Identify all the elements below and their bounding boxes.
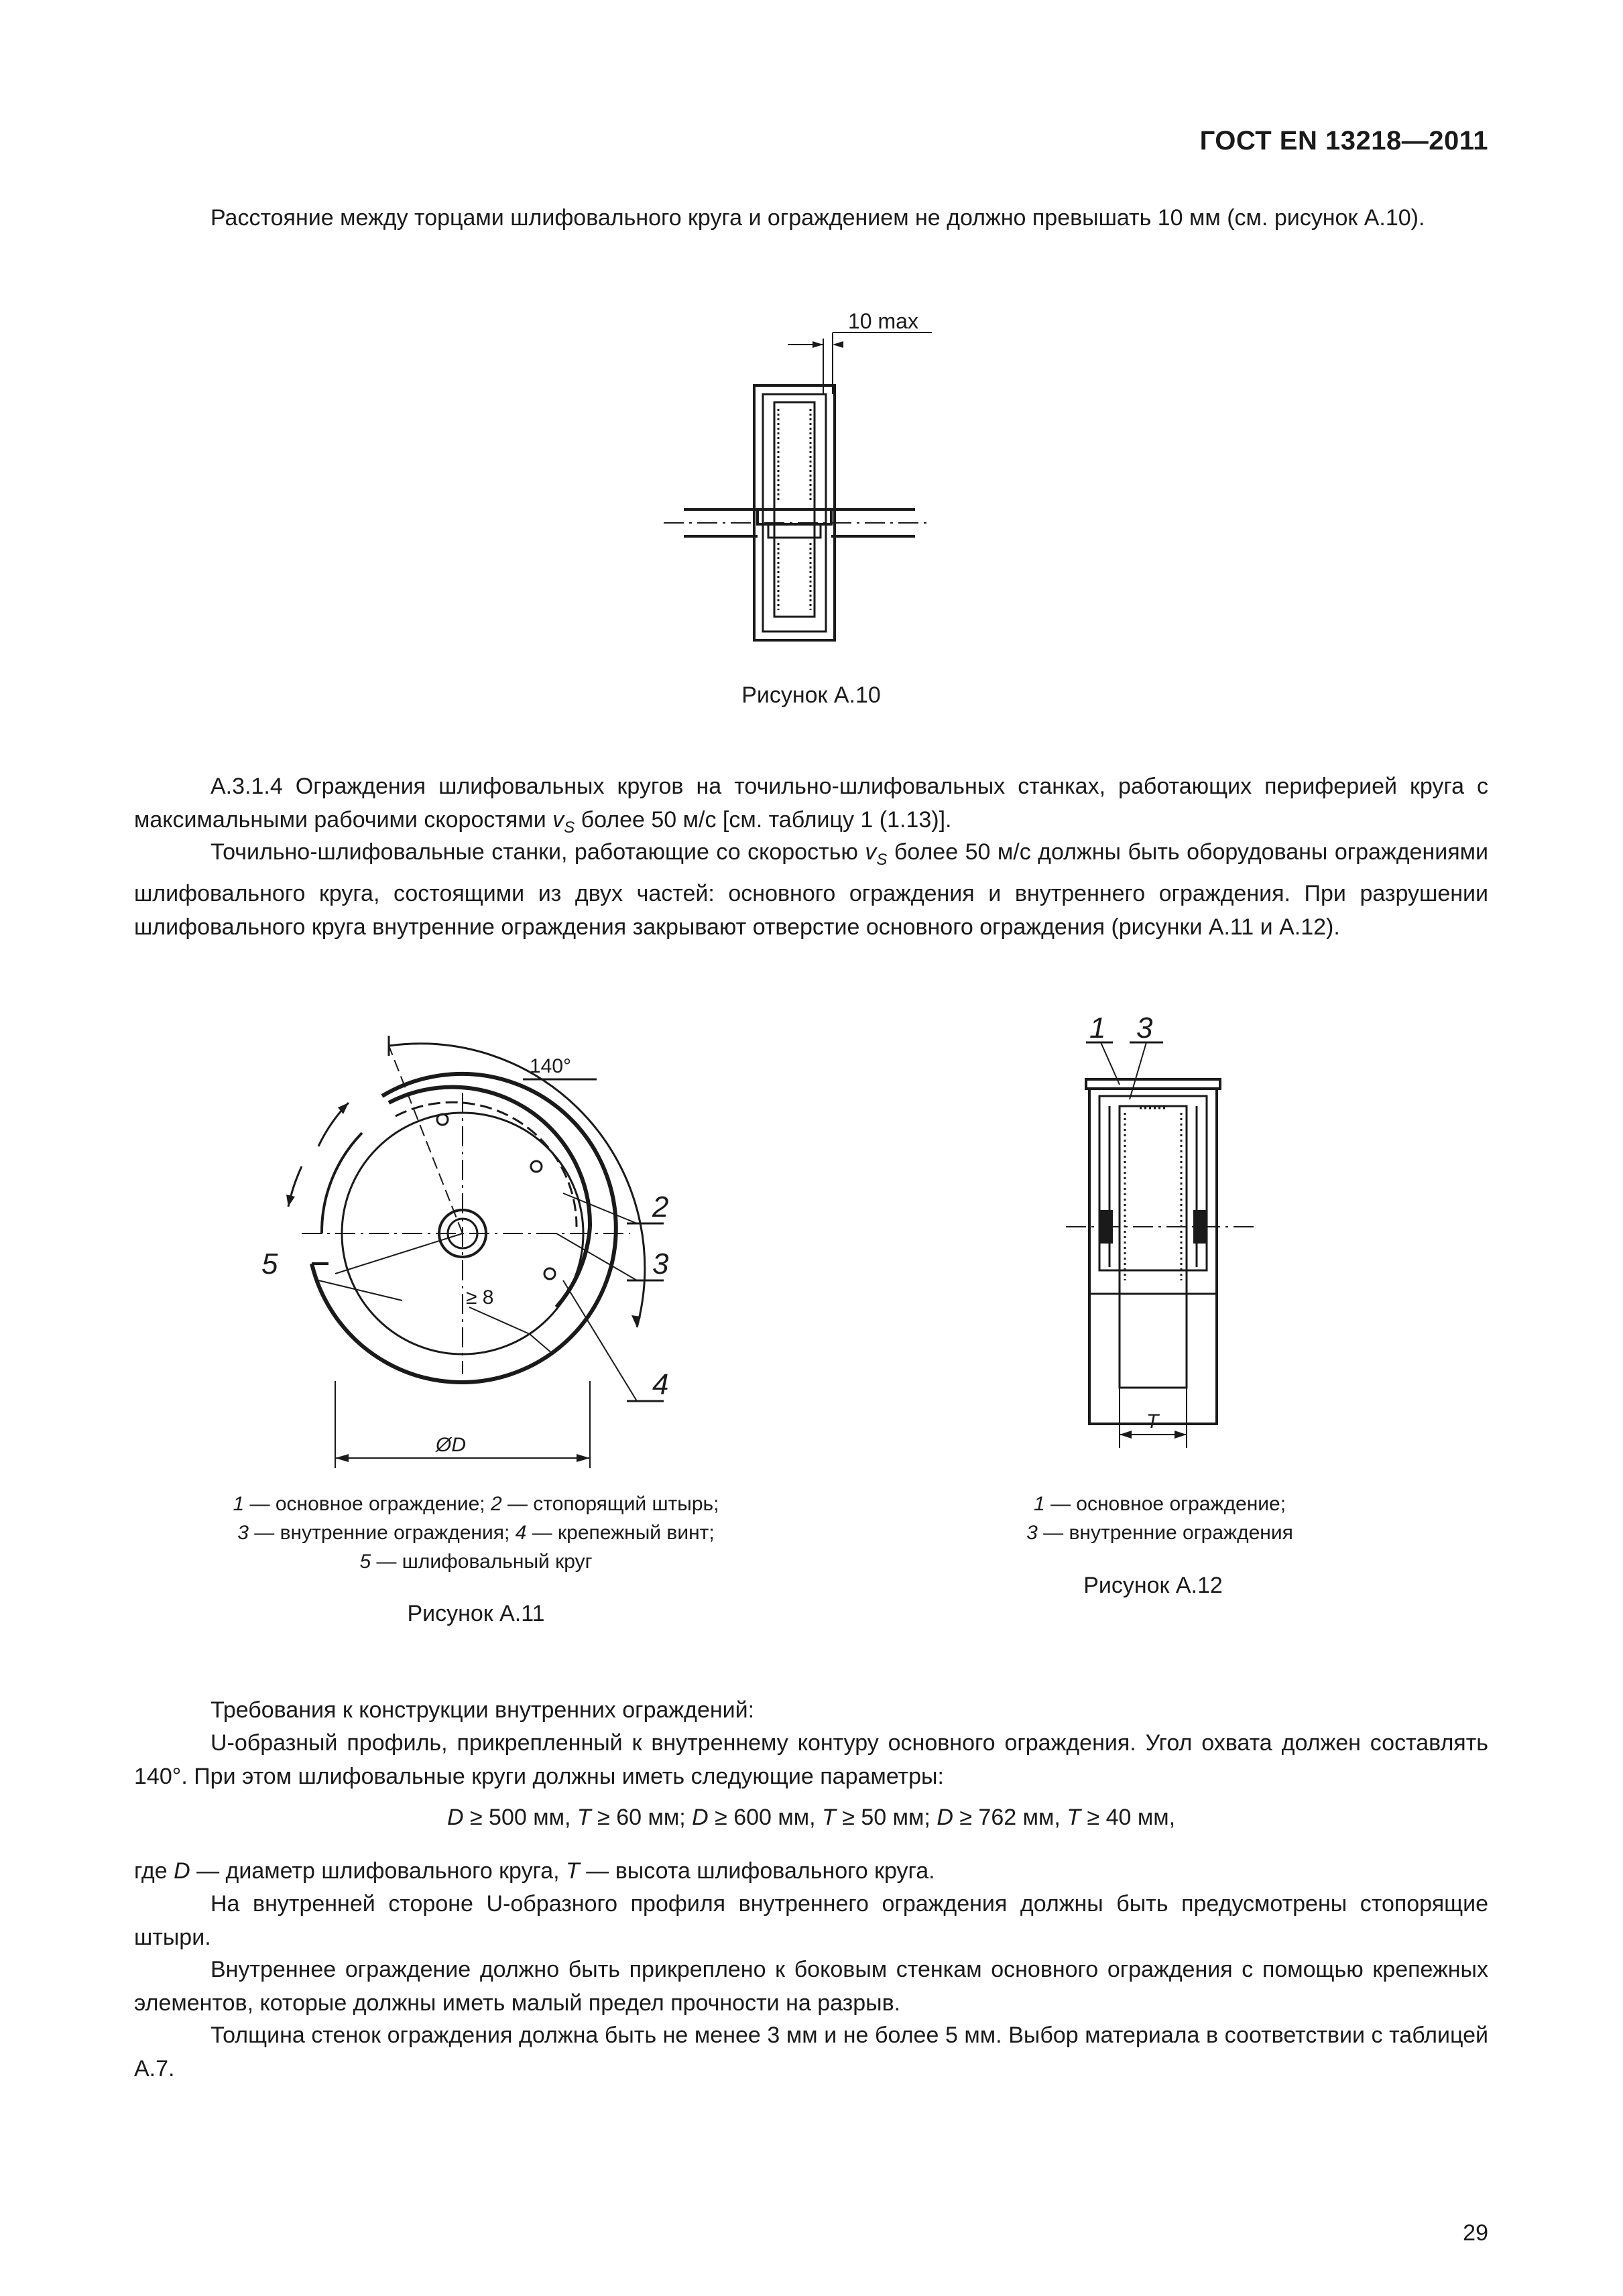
figure-a11-legend: 1 — основное ограждение; 2 — стопорящий штырь; 3 — внутренние ограждения; 4 — крепежный винт; 5 — шлифовальный круг xyxy=(233,1493,719,1573)
figure-a10-drawing xyxy=(657,308,952,657)
paragraph-thickness: Толщина стенок ограждения должна быть не менее 3 мм и не более 5 мм. Выбор материала в соответствии с таблицей А.7. xyxy=(134,2022,1488,2081)
paragraph-fastening: Внутреннее ограждение должно быть прикреплено к боковым стенкам основного ограждения с помощью крепежных элементов, которые должны иметь малый предел прочности на разрыв. xyxy=(134,1957,1488,2016)
fig11-label-4: 4 xyxy=(652,1368,669,1401)
formula-parameters: D ≥ 500 мм, T ≥ 60 мм; D ≥ 600 мм, T ≥ 50 мм; D ≥ 762 мм, T ≥ 40 мм, xyxy=(446,1805,1176,1830)
fig12-label-1: 1 xyxy=(1089,1012,1106,1044)
fig11-label-3: 3 xyxy=(652,1248,669,1280)
fig11-label-2: 2 xyxy=(652,1191,669,1223)
paragraph-pins: На внутренней стороне U-образного профиля внутреннего ограждения должны быть предусмотрены стопорящие штыри. xyxy=(134,1891,1488,1950)
figure-a12-legend: 1 — основное ограждение; 3 — внутренние ограждения xyxy=(1026,1493,1293,1544)
figure-a11-caption: Рисунок А.11 xyxy=(407,1601,545,1626)
paragraph-requirements: Требования к конструкции внутренних ограждений: xyxy=(211,1697,755,1723)
fig11-diameter-label: ØD xyxy=(436,1434,466,1456)
standard-header: ГОСТ EN 13218—2011 xyxy=(1199,126,1488,156)
fig11-gap-label: ≥ 8 xyxy=(466,1286,494,1309)
fig12-label-3: 3 xyxy=(1136,1012,1153,1044)
figure-a10-caption: Рисунок А.10 xyxy=(741,682,881,708)
paragraph-machines: Точильно-шлифовальные станки, работающие со скоростью $v_S$ более 50 м/с должны быть оборудованы ограждениями шлифовального круга, состоящими из двух частей: основного ограждения и внутреннего ограждения. При разрушении шлифовального круга внутренние ограждения закрывают отверстие основного ограждения (рисунки А.11 и А.12). xyxy=(134,839,1488,940)
figure-a12-caption: Рисунок А.12 xyxy=(1083,1573,1223,1598)
paragraph-u-profile: U-образный профиль, прикрепленный к внутреннему контуру основного ограждения. Угол охвата должен составлять 140°. При этом шлифовальные круги должны иметь следующие параметры: xyxy=(134,1730,1488,1789)
fig10-dim-label: 10 max xyxy=(848,309,918,333)
fig12-t-label: T xyxy=(1146,1410,1159,1433)
paragraph-distance: Расстояние между торцами шлифовального круга и ограждением не должно превышать 10 мм (см. рисунок А.10). xyxy=(211,205,1425,231)
figure-a12-drawing xyxy=(1059,1012,1260,1448)
figure-a11-drawing xyxy=(255,1006,724,1475)
paragraph-a3-1-4: А.3.1.4 Ограждения шлифовальных кругов на точильно-шлифовальных станках, работающих периферией круга с максимальными рабочими скоростями $v_S$ более 50 м/с [см. таблицу 1 (1.13)]. xyxy=(134,774,1488,837)
fig11-label-5: 5 xyxy=(261,1248,278,1280)
fig11-angle-label: 140° xyxy=(530,1055,572,1077)
paragraph-where: где D — диаметр шлифовального круга, T — высота шлифовального круга. xyxy=(134,1858,935,1884)
page-number: 29 xyxy=(1463,2220,1488,2246)
